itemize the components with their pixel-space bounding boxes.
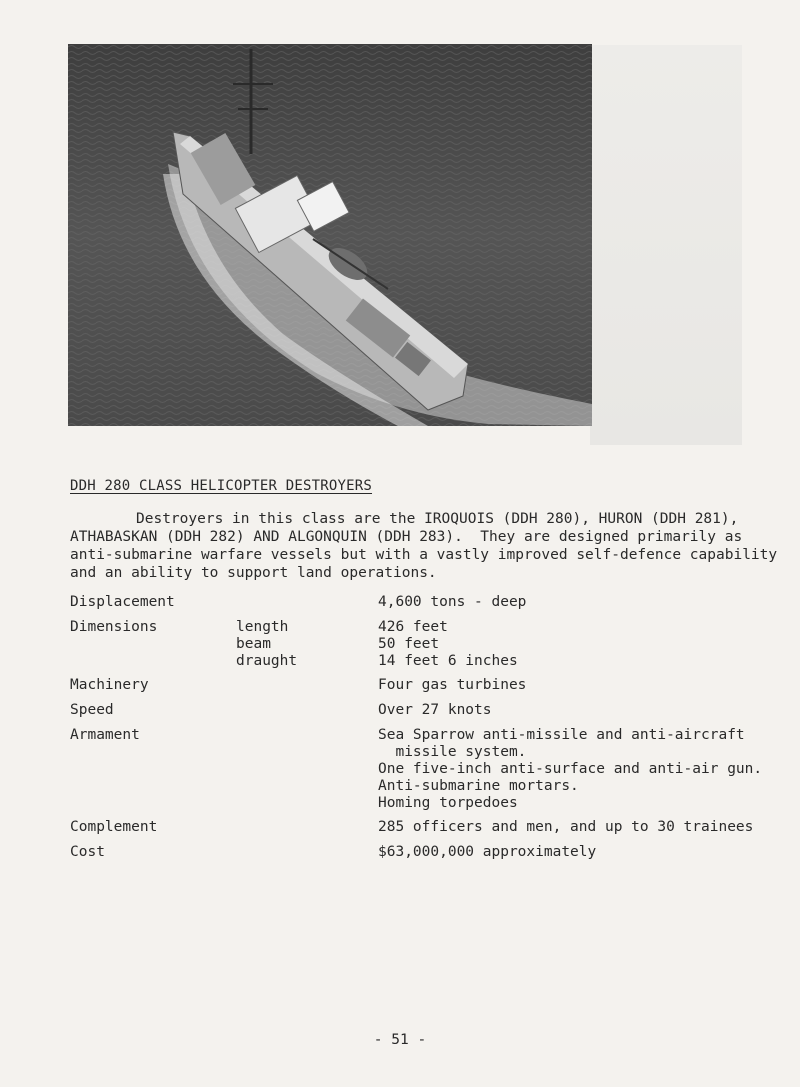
armament-line: Homing torpedoes bbox=[378, 795, 518, 811]
length-label: length bbox=[236, 619, 289, 635]
beam-label: beam bbox=[236, 636, 271, 652]
cost-label: Cost bbox=[70, 844, 105, 860]
complement-value: 285 officers and men, and up to 30 trainees bbox=[378, 819, 754, 835]
intro-line: and an ability to support land operations. bbox=[70, 565, 437, 581]
machinery-value: Four gas turbines bbox=[378, 677, 527, 693]
section-heading: DDH 280 CLASS HELICOPTER DESTROYERS bbox=[70, 478, 373, 494]
intro-line: ATHABASKAN (DDH 282) AND ALGONQUIN (DDH 283). They are designed primarily as bbox=[70, 529, 743, 545]
speed-value: Over 27 knots bbox=[378, 702, 492, 718]
speed-label: Speed bbox=[70, 702, 114, 718]
complement-label: Complement bbox=[70, 819, 158, 835]
armament-line: Anti-submarine mortars. bbox=[378, 778, 579, 794]
length-value: 426 feet bbox=[378, 619, 448, 635]
armament-line: Sea Sparrow anti-missile and anti-aircraft bbox=[378, 727, 745, 743]
page-number: - 51 - bbox=[373, 1032, 427, 1048]
displacement-label: Displacement bbox=[70, 594, 175, 610]
beam-value: 50 feet bbox=[378, 636, 440, 652]
intro-line: anti-submarine warfare vessels but with a vastly improved self-defence capability bbox=[70, 547, 778, 563]
armament-label: Armament bbox=[70, 727, 140, 743]
machinery-label: Machinery bbox=[70, 677, 149, 693]
dimensions-label: Dimensions bbox=[70, 619, 158, 635]
draught-label: draught bbox=[236, 653, 298, 669]
armament-line: missile system. bbox=[378, 744, 527, 760]
cost-value: $63,000,000 approximately bbox=[378, 844, 597, 860]
armament-line: One five-inch anti-surface and anti-air gun. bbox=[378, 761, 763, 777]
intro-line: Destroyers in this class are the IROQUOIS (DDH 280), HURON (DDH 281), bbox=[136, 511, 739, 527]
draught-value: 14 feet 6 inches bbox=[378, 653, 518, 669]
displacement-value: 4,600 tons - deep bbox=[378, 594, 527, 610]
